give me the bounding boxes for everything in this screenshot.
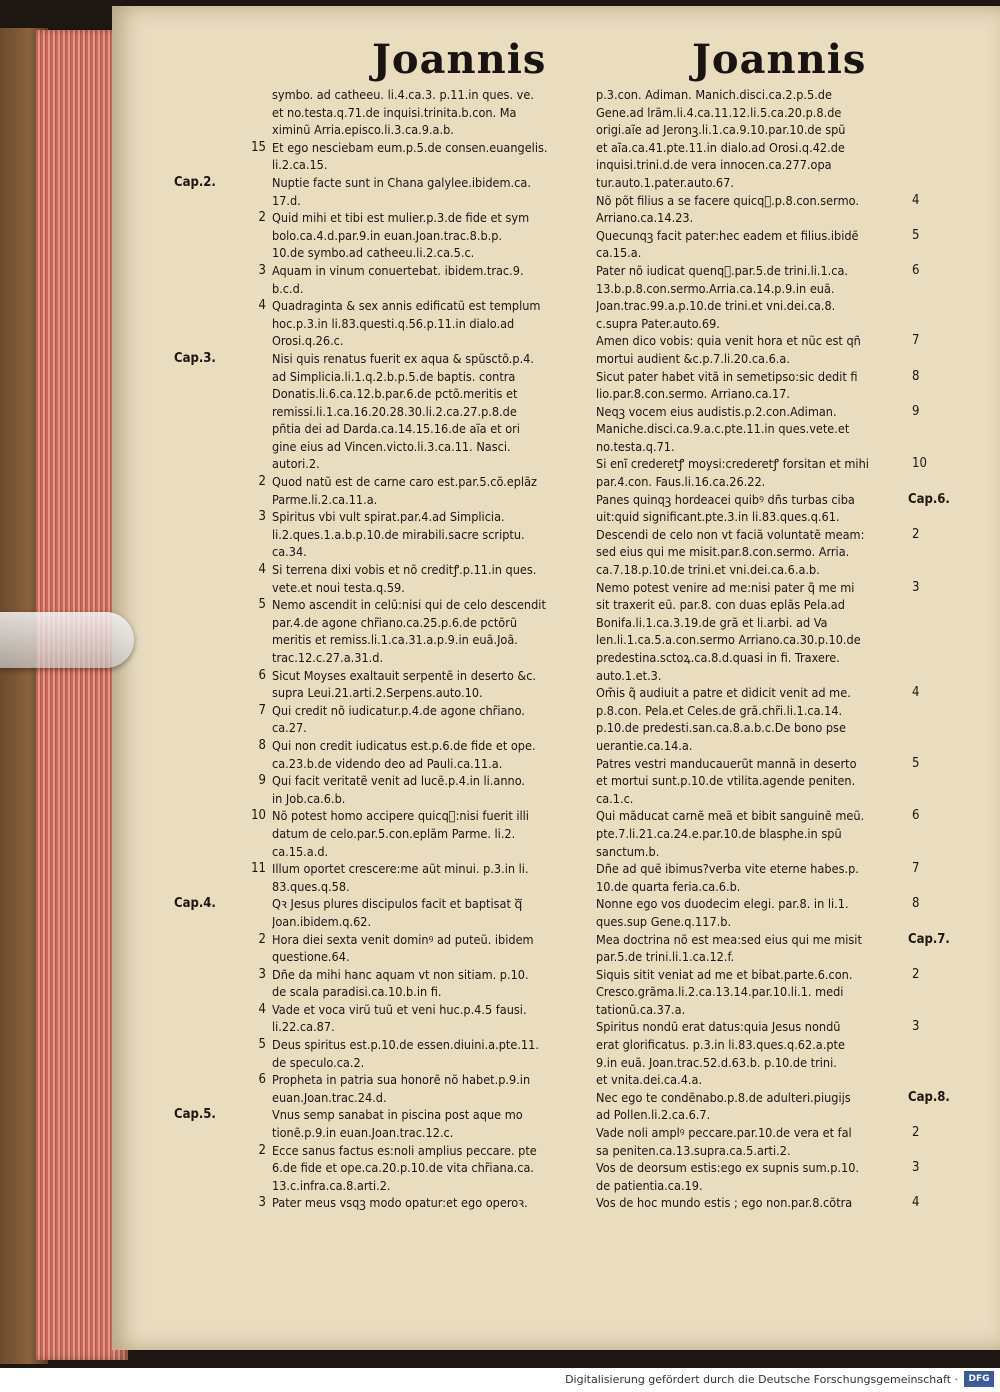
- verse-number: 9: [258, 773, 266, 789]
- text-line: Aquam in vinum conuertebat. ibidem.trac.9.: [272, 262, 524, 278]
- verse-number: 4: [258, 298, 266, 314]
- text-line: bolo.ca.4.d.par.9.in euan.Joan.trac.8.b.p.: [272, 227, 503, 243]
- text-line: uerantie.ca.14.a.: [596, 737, 693, 753]
- text-line: mortui audient &c.p.7.li.20.ca.6.a.: [596, 350, 790, 366]
- text-line: Nec ego te condẽnabo.p.8.de adulteri.piugijs: [596, 1089, 851, 1105]
- verse-number: 10: [912, 456, 927, 472]
- text-line: Sicut Moyses exaltauit serpentẽ in deserto &c.: [272, 667, 537, 683]
- text-line: sed eius qui me misit.par.8.con.sermo. Arria.: [596, 544, 850, 560]
- text-entry: [596, 966, 920, 1019]
- text-line: ximinũ Arria.episco.li.3.ca.9.a.b.: [272, 122, 454, 138]
- text-line: supra Leui.21.arti.2.Serpens.auto.10.: [272, 685, 483, 701]
- verse-number: 2: [258, 1142, 266, 1158]
- verse-number: 2: [912, 966, 920, 982]
- text-line: de scala paradisi.ca.10.b.in fi.: [272, 984, 442, 1000]
- verse-number: 2: [258, 931, 266, 947]
- text-line: Qui facit veritatẽ venit ad lucẽ.p.4.in li.anno.: [272, 773, 526, 789]
- text-line: datum de celo.par.5.con.eplãm Parme. li.2.: [272, 825, 516, 841]
- text-line: Qui non credit iudicatus est.p.6.de fide et ope.: [272, 737, 536, 753]
- text-entry: [174, 1106, 592, 1141]
- text-line: erat glorificatus. p.3.in li.83.ques.q.62.a.pte: [596, 1037, 845, 1053]
- text-entry: [596, 262, 920, 332]
- text-line: Pater meus vsqꝫ modo opatur:et ego operoꝛ.: [272, 1195, 528, 1211]
- text-line: in Job.ca.6.b.: [272, 790, 346, 806]
- verse-number: 3: [258, 1195, 266, 1211]
- text-line: gine eius ad Vincen.victo.li.3.ca.11. Nasci.: [272, 438, 511, 454]
- verse-number: 7: [912, 861, 920, 877]
- verse-number: 3: [912, 1160, 920, 1176]
- text-line: predestina.sctoꝝ.ca.8.d.quasi in fi. Traxere.: [596, 650, 840, 665]
- text-line: euan.Joan.trac.24.d.: [272, 1089, 387, 1105]
- verse-number: 15: [251, 139, 266, 155]
- text-line: Nuptie facte sunt in Chana galylee.ibidem.ca.: [272, 174, 531, 190]
- text-entry: [258, 508, 592, 561]
- text-line: Neqꝫ vocem eius audistis.p.2.con.Adiman.: [596, 403, 837, 419]
- verse-number: 2: [258, 210, 266, 226]
- text-line: Vos de hoc mundo estis ; ego non.par.8.cõtra: [596, 1195, 853, 1211]
- text-line: auto.1.et.3.: [596, 667, 662, 683]
- verse-number: 11: [251, 861, 266, 877]
- text-line: Joan.ibidem.q.62.: [272, 913, 372, 929]
- text-line: li.22.ca.87.: [272, 1019, 335, 1035]
- text-entry: [258, 772, 592, 807]
- verse-number: 2: [258, 474, 266, 490]
- text-line: 9.in euã. Joan.trac.52.d.63.b. p.10.de trini.: [596, 1054, 837, 1070]
- text-entry: [596, 1194, 920, 1212]
- text-line: Hora diei sexta venit dominꝰ ad puteũ. ibidem: [272, 931, 534, 947]
- text-line: tionẽ.p.9.in euan.Joan.trac.12.c.: [272, 1125, 454, 1141]
- text-entry: [258, 209, 592, 262]
- text-entry: [258, 1036, 592, 1071]
- text-line: sa peniten.ca.13.supra.ca.5.arti.2.: [596, 1142, 791, 1158]
- text-entry: [258, 1001, 592, 1036]
- verse-number: 5: [912, 227, 920, 243]
- text-entry: [258, 966, 592, 1001]
- chapter-label: Cap.5.: [174, 1107, 216, 1123]
- text-line: Om̃is q̃ audiuit a patre et didicit venit ad me.: [596, 685, 851, 701]
- text-line: Joan.trac.99.a.p.10.de trini.et vni.dei.ca.8.: [596, 298, 836, 314]
- text-line: meritis et remiss.li.1.ca.31.a.p.9.in euã.Joã.: [272, 632, 518, 648]
- chapter-label: Cap.2.: [174, 174, 216, 190]
- text-line: Ecce sanus factus es:noli amplius peccare. pte: [272, 1142, 537, 1158]
- text-line: Cresco.grãma.li.2.ca.13.14.par.10.li.1. medi: [596, 984, 844, 1000]
- text-line: de patientia.ca.19.: [596, 1177, 703, 1193]
- chapter-label: Cap.4.: [174, 896, 216, 912]
- text-line: 10.de quarta feria.ca.6.b.: [596, 878, 741, 894]
- text-line: Nisi quis renatus fuerit ex aqua & spũsctõ.p.4.: [272, 350, 534, 366]
- text-line: Parme.li.2.ca.11.a.: [272, 491, 378, 507]
- text-entry: [258, 561, 592, 596]
- text-entry: [596, 684, 920, 754]
- text-line: ques.sup Gene.q.117.b.: [596, 913, 732, 929]
- verse-number: 3: [258, 262, 266, 278]
- text-line: Nõ potest homo accipere quicqᷓ:nisi fuerit illi: [272, 808, 529, 824]
- verse-number: 10: [251, 808, 266, 824]
- verse-number: 5: [258, 1037, 266, 1053]
- running-head-right: Joannis: [692, 36, 867, 83]
- text-line: ca.7.18.p.10.de trini.et vni.dei.ca.6.a.b.: [596, 562, 820, 578]
- text-line: Quecunqꝫ facit pater:hec eadem et filius.ibidẽ: [596, 227, 859, 243]
- text-entry: [596, 1124, 920, 1159]
- text-line: Patres vestri manducauerũt mannã in deserto: [596, 755, 857, 771]
- bookmark-strip: [0, 612, 134, 668]
- text-entry: [596, 455, 927, 490]
- text-line: c.supra Pater.auto.69.: [596, 315, 720, 331]
- text-entry: [272, 86, 592, 139]
- text-line: Mea doctrina nõ est mea:sed eius qui me misit: [596, 931, 862, 947]
- text-entry: [596, 192, 920, 227]
- text-line: Spiritus nondũ erat datus:quia Jesus nondũ: [596, 1019, 841, 1035]
- text-line: Vade et voca virũ tuũ et veni huc.p.4.5 fausi.: [272, 1001, 527, 1017]
- text-line: Pater nõ iudicat quenqᷓ.par.5.de trini.li.1.ca.: [596, 262, 849, 278]
- text-entry: [251, 860, 592, 895]
- verse-number: 3: [912, 1019, 920, 1035]
- chapter-label: Cap.6.: [908, 491, 950, 507]
- text-entry: [258, 1142, 592, 1195]
- verse-number: 3: [912, 579, 920, 595]
- text-entry: [596, 368, 920, 403]
- text-line: b.c.d.: [272, 280, 304, 296]
- text-line: Qꝛ Jesus plures discipulos facit et baptisat qᷓ: [272, 896, 523, 912]
- text-line: Panes quinqꝫ hordeacei quibꝰ dñs turbas ciba: [596, 491, 855, 507]
- text-line: et aĩa.ca.41.pte.11.in dialo.ad Orosi.q.42.de: [596, 139, 845, 155]
- text-line: Bonifa.li.1.ca.3.19.de grã et li.arbi. ad Va: [596, 614, 828, 630]
- text-line: hoc.p.3.in li.83.questi.q.56.p.11.in dialo.ad: [272, 315, 515, 331]
- text-line: par.4.de agone chr̃iano.ca.25.p.6.de pctõrũ: [272, 614, 518, 630]
- verse-number: 4: [912, 1195, 920, 1211]
- verse-number: 5: [258, 597, 266, 613]
- verse-number: 7: [258, 702, 266, 718]
- text-line: ca.15.a.: [596, 245, 642, 261]
- text-line: Spiritus vbi vult spirat.par.4.ad Simplicia.: [272, 509, 505, 525]
- text-line: Quid mihi et tibi est mulier.p.3.de fide et sym: [272, 210, 530, 226]
- text-line: et no.testa.q.71.de inquisi.trinita.b.con. Ma: [272, 104, 517, 120]
- verse-number: 6: [912, 262, 920, 278]
- text-entry: [596, 227, 920, 262]
- text-line: ca.34.: [272, 544, 307, 560]
- text-entry: [596, 332, 920, 367]
- text-entry: [596, 931, 950, 966]
- funding-notice: Digitalisierung gefördert durch die Deutsche Forschungsgemeinschaft ·: [565, 1373, 958, 1386]
- text-line: Illum oportet crescere:me aũt minui. p.3.in li.: [272, 861, 529, 877]
- text-entry: [596, 579, 920, 685]
- text-entry: [258, 297, 592, 350]
- text-line: Arriano.ca.14.23.: [596, 210, 694, 226]
- text-entry: [596, 755, 920, 808]
- verse-number: 4: [258, 1001, 266, 1017]
- text-line: 13.c.infra.ca.8.arti.2.: [272, 1177, 391, 1193]
- text-entry: [596, 1089, 950, 1124]
- text-entry: [174, 174, 592, 209]
- text-entry: [596, 491, 950, 526]
- text-line: 13.b.p.8.con.sermo.Arria.ca.14.p.9.in euã.: [596, 280, 835, 296]
- text-line: Orosi.q.26.c.: [272, 333, 344, 349]
- text-line: origi.aĩe ad Jeronꝫ.li.1.ca.9.10.par.10.de spũ: [596, 122, 846, 138]
- verse-number: 3: [258, 509, 266, 525]
- text-line: inquisi.trini.d.de vera innocen.ca.277.opa: [596, 157, 832, 173]
- text-entry: [596, 86, 908, 192]
- text-entry: [596, 403, 920, 456]
- text-line: Dñe da mihi hanc aquam vt non sitiam. p.10.: [272, 966, 529, 982]
- chapter-label: Cap.7.: [908, 931, 950, 947]
- text-line: symbo. ad catheeu. li.4.ca.3. p.11.in ques. ve.: [272, 87, 534, 102]
- text-line: tationũ.ca.37.a.: [596, 1001, 686, 1017]
- text-line: ca.27.: [272, 720, 307, 736]
- text-line: no.testa.q.71.: [596, 438, 675, 454]
- verse-number: 9: [912, 403, 920, 419]
- text-line: pte.7.li.21.ca.24.e.par.10.de blasphe.in spũ: [596, 825, 842, 841]
- verse-number: 3: [258, 966, 266, 982]
- text-line: p.3.con. Adiman. Manich.disci.ca.2.p.5.de: [596, 87, 832, 102]
- verse-number: 4: [258, 562, 266, 578]
- text-line: de speculo.ca.2.: [272, 1054, 365, 1070]
- verse-number: 6: [912, 808, 920, 824]
- text-line: vete.et noui testa.q.59.: [272, 579, 405, 595]
- text-line: ca.23.b.de videndo deo ad Pauli.ca.11.a.: [272, 755, 503, 771]
- text-line: Nemo potest venire ad me:nisi pater q̃ me mi: [596, 579, 855, 595]
- text-line: Et ego nesciebam eum.p.5.de consen.euangelis.: [272, 139, 548, 155]
- running-head-left: Joannis: [372, 36, 547, 83]
- text-line: sit traxerit eũ. par.8. con duas eplãs Pela.ad: [596, 597, 845, 613]
- text-line: tur.auto.1.pater.auto.67.: [596, 174, 734, 190]
- text-line: Vade noli amplꝰ peccare.par.10.de vera et fal: [596, 1125, 852, 1141]
- verse-number: 8: [912, 368, 920, 384]
- text-line: Maniche.disci.ca.9.a.c.pte.11.in ques.vete.et: [596, 421, 850, 437]
- text-entry: [258, 1071, 592, 1106]
- text-line: par.5.de trini.li.1.ca.12.f.: [596, 949, 735, 965]
- text-entry: [251, 139, 592, 174]
- text-line: Nemo ascendit in celũ:nisi qui de celo descendit: [272, 597, 546, 613]
- text-line: autori.2.: [272, 456, 320, 472]
- text-line: Qui mãducat carnẽ meã et bibit sanguinẽ meũ.: [596, 808, 865, 824]
- text-line: 17.d.: [272, 192, 301, 208]
- text-entry: [258, 473, 592, 508]
- text-line: et vnita.dei.ca.4.a.: [596, 1072, 703, 1088]
- text-entry: [174, 895, 592, 930]
- text-entry: [596, 860, 920, 895]
- text-line: pñtia dei ad Darda.ca.14.15.16.de aĩa et ori: [272, 421, 520, 437]
- text-line: Siquis sitit veniat ad me et bibat.parte.6.con.: [596, 966, 853, 982]
- text-line: lio.par.8.con.sermo. Arriano.ca.17.: [596, 386, 791, 402]
- text-line: et mortui sunt.p.10.de vtilita.agende peniten.: [596, 773, 856, 789]
- verse-number: 7: [912, 333, 920, 349]
- text-line: Amen dico vobis: quia venit hora et nũc est qñ: [596, 333, 861, 349]
- text-line: Donatis.li.6.ca.12.b.par.6.de pctõ.meritis et: [272, 386, 518, 402]
- text-entry: [596, 1018, 920, 1088]
- text-line: len.li.1.ca.5.a.con.sermo Arriano.ca.30.p.10.de: [596, 632, 861, 648]
- text-line: 6.de fide et ope.ca.20.p.10.de vita chr̃iana.ca.: [272, 1160, 535, 1176]
- verse-number: 4: [912, 192, 920, 208]
- text-entry: [258, 596, 592, 666]
- text-entry: [258, 667, 592, 702]
- text-line: li.2.ques.1.a.b.p.10.de mirabili.sacre scriptu.: [272, 526, 525, 542]
- verse-number: 8: [912, 896, 920, 912]
- verse-number: 2: [912, 1125, 920, 1141]
- chapter-label: Cap.8.: [908, 1089, 950, 1105]
- text-line: Descendi de celo non vt faciã voluntatẽ meam:: [596, 526, 865, 542]
- text-entry: [258, 737, 592, 772]
- text-line: li.2.ca.15.: [272, 157, 328, 173]
- text-line: Nõ põt filius a se facere quicqᷓ.p.8.con.sermo.: [596, 192, 859, 208]
- text-entry: [596, 1159, 920, 1194]
- text-line: ad Pollen.li.2.ca.6.7.: [596, 1107, 711, 1123]
- chapter-label: Cap.3.: [174, 350, 216, 366]
- text-line: par.4.con. Faus.li.16.ca.26.22.: [596, 474, 766, 490]
- footer-bar: [0, 1368, 1000, 1392]
- text-line: 83.ques.q.58.: [272, 878, 350, 894]
- text-line: Gene.ad lrãm.li.4.ca.11.12.li.5.ca.20.p.8.de: [596, 104, 842, 120]
- text-line: Vnus semp sanabat in piscina post aque mo: [272, 1107, 523, 1123]
- dfg-logo: DFG: [964, 1371, 994, 1387]
- text-line: Sicut pater habet vitã in semetipso:sic dedit fi: [596, 368, 858, 384]
- verse-number: 8: [258, 737, 266, 753]
- text-line: ad Simplicia.li.1.q.2.b.p.5.de baptis. contra: [272, 368, 516, 384]
- text-entry: [258, 702, 592, 737]
- text-entry: [258, 262, 592, 297]
- text-line: ca.15.a.d.: [272, 843, 329, 859]
- text-line: ca.1.c.: [596, 790, 634, 806]
- text-line: Propheta in patria sua honorẽ nõ habet.p.9.in: [272, 1072, 531, 1088]
- text-column-right: [596, 86, 950, 1212]
- text-line: remissi.li.1.ca.16.20.28.30.li.2.ca.27.p.8.de: [272, 403, 517, 419]
- text-line: uit:quid significant.pte.3.in li.83.ques.q.61.: [596, 509, 840, 525]
- verse-number: 5: [912, 755, 920, 771]
- text-entry: [174, 350, 592, 473]
- text-line: Deus spiritus est.p.10.de essen.diuini.a.pte.11.: [272, 1037, 539, 1053]
- text-line: p.8.con. Pela.et Celes.de grã.chr̃i.li.1.ca.14.: [596, 702, 843, 718]
- verse-number: 4: [912, 685, 920, 701]
- text-entry: [258, 1194, 592, 1212]
- text-line: Quod natũ est de carne caro est.par.5.cõ.eplãz: [272, 474, 537, 490]
- text-line: questione.64.: [272, 949, 350, 965]
- text-entry: [258, 931, 592, 966]
- text-line: p.10.de predesti.san.ca.8.a.b.c.De bono pse: [596, 720, 846, 736]
- text-line: Qui credit nõ iudicatur.p.4.de agone chr̃iano.: [272, 702, 525, 718]
- text-entry: [596, 807, 920, 860]
- text-line: Vos de deorsum estis:ego ex supnis sum.p.10.: [596, 1160, 860, 1176]
- text-line: Si terrena dixi vobis et nõ creditꝭ.p.11.in ques.: [272, 562, 537, 578]
- text-line: Nonne ego vos duodecim elegi. par.8. in li.1.: [596, 896, 849, 912]
- text-line: 10.de symbo.ad catheeu.li.2.ca.5.c.: [272, 245, 475, 261]
- text-line: trac.12.c.27.a.31.d.: [272, 650, 384, 665]
- verse-number: 6: [258, 1072, 266, 1088]
- text-line: Si enĩ crederetꝭ moysi:crederetꝭ forsitan et mihi: [596, 456, 869, 472]
- text-entry: [596, 895, 920, 930]
- text-line: Dñe ad quẽ ibimus?verba vite eterne habes.p.: [596, 861, 859, 877]
- text-column-left: [174, 86, 592, 1212]
- text-entry: [251, 807, 592, 860]
- text-entry: [596, 526, 920, 579]
- text-line: Quadraginta & sex annis edificatũ est templum: [272, 298, 541, 314]
- verse-number: 6: [258, 667, 266, 683]
- text-line: sanctum.b.: [596, 843, 660, 859]
- verse-number: 2: [912, 526, 920, 542]
